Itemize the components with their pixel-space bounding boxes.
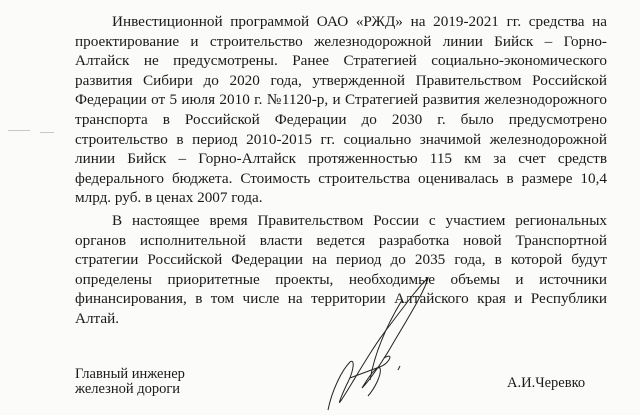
signatory-title-line2: железной дороги <box>75 381 181 397</box>
scan-artifact <box>40 132 54 133</box>
paragraph-transport-strategy: В настоящее время Правительством России с участием региональных органов исполнительной власти ведется разработка новой Транспортной стратегии Российской Федерации на период до 2035 года, в которой будут определены приоритетные проекты, необходимые объемы и источники финансирования, в том числе на территории Алтайского края и Республики Алтай. <box>75 211 607 327</box>
signatory-name: А.И.Черевко <box>507 375 586 391</box>
handwritten-signature <box>320 270 450 415</box>
scan-artifact <box>8 130 30 131</box>
signatory-title <box>75 367 185 397</box>
paragraph-investment-program: Инвестиционной программой ОАО «РЖД» на 2019-2021 гг. средства на проектирование и строительство железнодорожной линии Бийск – Горно-Алтайск не предусмотрены. Ранее Стратегией социально-экономического развития Сибири до 2020 года, утвержденной Правительством Российской Федерации от 5 июля 2010 г. №1120-р, и Стратегией развития железнодорожного транспорта в Российской Федерации до 2030 г. было предусмотрено строительство в период 2010-2015 гг. социально значимой железнодорожной линии Бийск – Горно-Алтайск протяженностью 115 км за счет средств федерального бюджета. Стоимость строительства оценивалась в размере 10,4 млрд. руб. в ценах 2007 года. <box>75 13 607 207</box>
signatory-title-line1: Главный инженер <box>75 366 185 382</box>
